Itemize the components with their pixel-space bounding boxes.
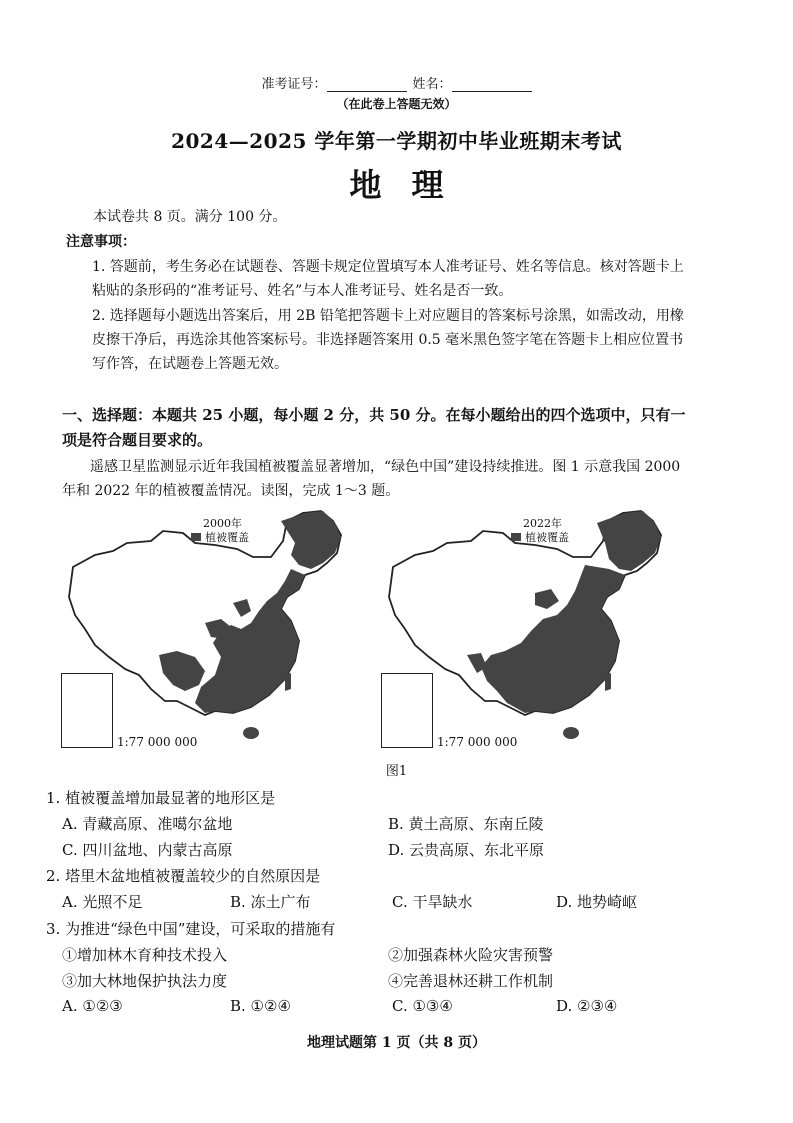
- answer-option: B. 黄土高原、东南丘陵: [388, 815, 544, 833]
- exam-title: 2024—2025 学年第一学期初中毕业班期末考试: [171, 129, 622, 153]
- answer-option: C. 干旱缺水: [392, 893, 473, 911]
- answer-option: D. 地势崎岖: [556, 893, 638, 911]
- name-blank: [452, 79, 532, 92]
- south-china-sea-inset: [381, 673, 433, 748]
- question-intro: 遥感卫星监测显示近年我国植被覆盖显著增加，“绿色中国”建设持续推进。图 1 示意我国 2000 年和 2022 年的植被覆盖情况。读图，完成 1～3 题。: [62, 459, 681, 499]
- name-label: 姓名：: [412, 77, 452, 92]
- answer-option: A. ①②③: [62, 997, 123, 1015]
- figure-maps: [55, 505, 715, 755]
- legend-swatch: [191, 533, 201, 541]
- answer-option: B. 冻土广布: [230, 893, 311, 911]
- map-legend: [191, 529, 249, 545]
- answer-option: D. 云贵高原、东北平原: [388, 841, 545, 859]
- legend-label: 植被覆盖: [205, 531, 249, 544]
- measure-item: ③加大林地保护执法力度: [62, 972, 228, 990]
- section-heading: 一、选择题：本题共 25 小题，每小题 2 分，共 50 分。在每小题给出的四个选项中，只有一项是符合题目要求的。: [62, 406, 686, 449]
- answer-option: C. ①③④: [392, 997, 453, 1015]
- map-scale: 1:77 000 000: [117, 735, 198, 749]
- vegetation-map-2000: [55, 505, 365, 753]
- notice-item: 2. 选择题每小题选出答案后，用 2B 铅笔把答题卡上对应题目的答案标号涂黑，如需改动，用橡皮擦干净后，再选涂其他答案标号。非选择题答案用 0.5 毫米黑色签字笔在答题卡上相应位置书写作答，在试题卷上答题无效。: [92, 308, 684, 372]
- map-legend: [511, 529, 569, 545]
- legend-year: 2000年: [203, 517, 242, 530]
- legend-label: 植被覆盖: [525, 531, 569, 544]
- measure-item: ①增加林木育种技术投入: [62, 946, 228, 964]
- exam-number-blank: [327, 79, 407, 92]
- map-scale: 1:77 000 000: [437, 735, 518, 749]
- notice-item: 1. 答题前，考生务必在试题卷、答题卡规定位置填写本人准考证号、姓名等信息。核对答题卡上粘贴的条形码的“准考证号、姓名”与本人准考证号、姓名是否一致。: [92, 259, 684, 299]
- answer-option: C. 四川盆地、内蒙古高原: [62, 841, 233, 859]
- answer-option: A. 青藏高原、准噶尔盆地: [62, 815, 233, 833]
- measure-item: ④完善退林还耕工作机制: [388, 972, 554, 990]
- question-stem: 3. 为推进“绿色中国”建设，可采取的措施有: [46, 920, 336, 938]
- notice-heading: 注意事项：: [66, 234, 136, 250]
- answer-option: D. ②③④: [556, 997, 618, 1015]
- answer-invalid-note: （在此卷上答题无效）: [336, 97, 457, 111]
- answer-option: B. ①②④: [230, 997, 291, 1015]
- subject-title: 地理: [349, 166, 474, 204]
- exam-number-label: 准考证号：: [261, 77, 327, 92]
- question-stem: 1. 植被覆盖增加最显著的地形区是: [46, 789, 276, 807]
- legend-swatch: [511, 533, 521, 541]
- south-china-sea-inset: [61, 673, 113, 748]
- vegetation-map-2022: [375, 505, 685, 753]
- paper-info: 本试卷共 8 页。满分 100 分。: [93, 209, 287, 225]
- candidate-info-line: [0, 73, 793, 92]
- measure-item: ②加强森林火险灾害预警: [388, 946, 554, 964]
- answer-option: A. 光照不足: [62, 893, 143, 911]
- page-footer: 地理试题第 1 页（共 8 页）: [307, 1035, 486, 1051]
- legend-year: 2022年: [523, 517, 562, 530]
- figure-caption: 图1: [385, 764, 408, 779]
- question-stem: 2. 塔里木盆地植被覆盖较少的自然原因是: [46, 867, 321, 885]
